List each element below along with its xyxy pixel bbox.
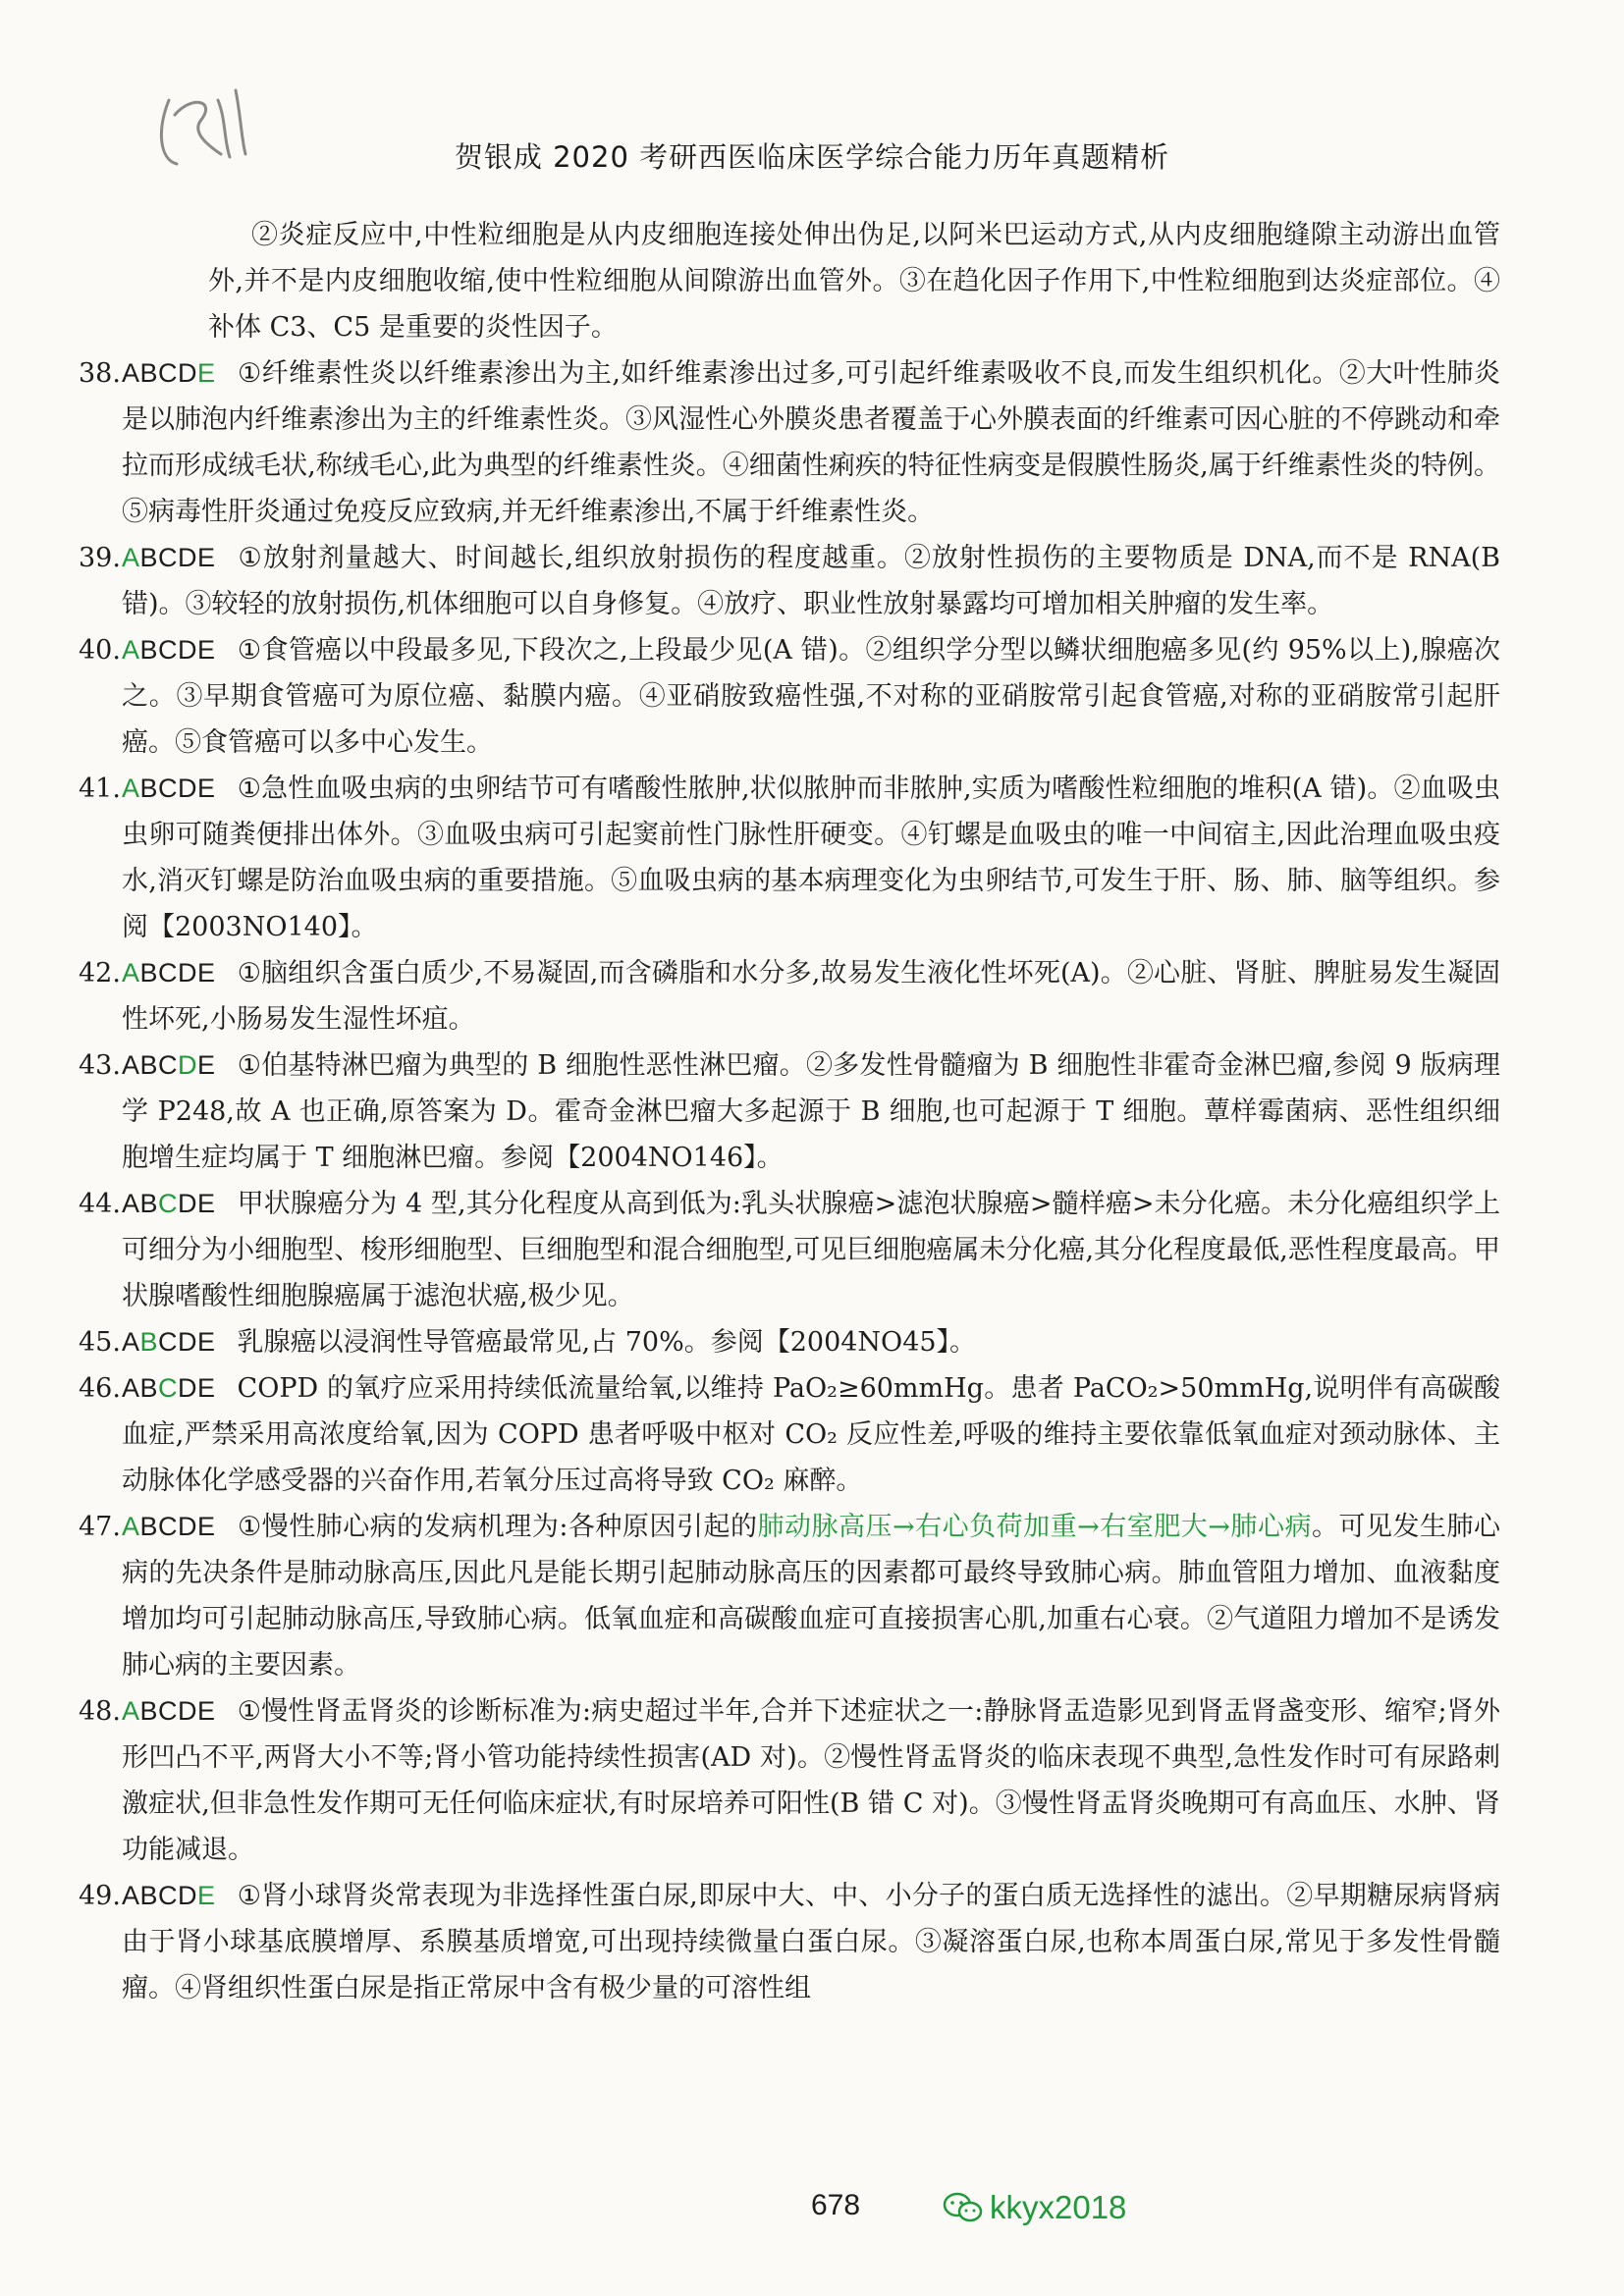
answer-letter: E xyxy=(197,958,216,988)
answer-item: 40. ABCDE ①食管癌以中段最多见,下段次之,上段最少见(A 错)。②组织学分型以鳞状细胞癌多见(约 95%以上),腺癌次之。③早期食管癌可为原位癌、黏膜内癌。④亚硝胺致癌性强,不对称的亚硝胺常引起食管癌,对称的亚硝胺常引起肝癌。⑤食管癌可以多中心发生。 xyxy=(122,627,1500,766)
answer-letter: B xyxy=(139,958,159,988)
answer-options xyxy=(122,358,216,388)
answer-letter: D xyxy=(178,635,198,665)
answer-item: 46. ABCDE COPD 的氧疗应采用持续低流量给氧,以维持 PaO₂≥60mmHg。患者 PaCO₂>50mmHg,说明伴有高碳酸血症,严禁采用高浓度给氧,因为 COPD 患者呼吸中枢对 CO₂ 反应性差,呼吸的维持主要依靠低氧血症对颈动脉体、主动脉体化学感受器的兴奋作用,若氧分压过高将导致 CO₂ 麻醉。 xyxy=(122,1365,1500,1504)
answer-item: 43. ABCDE ①伯基特淋巴瘤为典型的 B 细胞性恶性淋巴瘤。②多发性骨髓瘤为 B 细胞性非霍奇金淋巴瘤,参阅 9 版病理学 P248,故 A 也正确,原答案为 D。霍奇金淋巴瘤大多起源于 B 细胞,也可起源于 T 细胞。蕈样霉菌病、恶性组织细胞增生症均属于 T 细胞淋巴瘤。参阅【2004NO146】。 xyxy=(122,1042,1500,1181)
answer-explanation xyxy=(122,1365,1500,1504)
answer-explanation xyxy=(122,1042,1500,1181)
page-number: 678 xyxy=(811,2189,861,2221)
answer-letter: E xyxy=(197,1050,216,1080)
answer-letter: C xyxy=(158,1512,179,1541)
answer-options xyxy=(122,635,216,665)
answer-options xyxy=(122,1050,216,1080)
answer-item: 38. ABCDE ①纤维素性炎以纤维素渗出为主,如纤维素渗出过多,可引起纤维素吸收不良,而发生组织机化。②大叶性肺炎是以肺泡内纤维素渗出为主的纤维素性炎。③风湿性心外膜炎患者覆盖于心外膜表面的纤维素可因心脏的不停跳动和牵拉而形成绒毛状,称绒毛心,此为典型的纤维素性炎。④细菌性痢疾的特征性病变是假膜性肠炎,属于纤维素性炎的特例。⑤病毒性肝炎通过免疫反应致病,并无纤维素渗出,不属于纤维素性炎。 xyxy=(122,350,1500,535)
explanation-text: ①纤维素性炎以纤维素渗出为主,如纤维素渗出过多,可引起纤维素吸收不良,而发生组织机化。②大叶性肺炎是以肺泡内纤维素渗出为主的纤维素性炎。③风湿性心外膜炎患者覆盖于心外膜表面的纤维素可因心脏的不停跳动和牵拉而形成绒毛状,称绒毛心,此为典型的纤维素性炎。④细菌性痢疾的特征性病变是假膜性肠炎,属于纤维素性炎的特例。⑤病毒性肝炎通过免疫反应致病,并无纤维素渗出,不属于纤维素性炎。 xyxy=(122,358,1500,527)
explanation-text: ①急性血吸虫病的虫卵结节可有嗜酸性脓肿,状似脓肿而非脓肿,实质为嗜酸性粒细胞的堆积(A 错)。②血吸虫虫卵可随粪便排出体外。③血吸虫病可引起窦前性门脉性肝硬变。④钉螺是血吸虫的唯一中间宿主,因此治理血吸虫疫水,消灭钉螺是防治血吸虫病的重要措施。⑤血吸虫病的基本病理变化为虫卵结节,可发生于肝、肠、肺、脑等组织。参阅【2003NO140】。 xyxy=(122,774,1500,942)
explanation-text: ①食管癌以中段最多见,下段次之,上段最少见(A 错)。②组织学分型以鳞状细胞癌多见(约 95%以上),腺癌次之。③早期食管癌可为原位癌、黏膜内癌。④亚硝胺致癌性强,不对称的亚硝胺常引起食管癌,对称的亚硝胺常引起肝癌。⑤食管癌可以多中心发生。 xyxy=(122,635,1500,758)
answer-letter: A xyxy=(122,774,140,803)
explanation-text: 肺动脉高压→右心负荷加重→右室肥大→肺心病 xyxy=(757,1512,1312,1542)
answer-letter: B xyxy=(139,358,159,388)
page-header-title: 贺银成 2020 考研西医临床医学综合能力历年真题精析 xyxy=(454,140,1170,174)
explanation-text: ①慢性肾盂肾炎的诊断标准为:病史超过半年,合并下述症状之一:静脉肾盂造影见到肾盂肾盏变形、缩窄;肾外形凹凸不平,两肾大小不等;肾小管功能持续性损害(AD 对)。②慢性肾盂肾炎的临床表现不典型,急性发作时可有尿路刺激症状,但非急性发作期可无任何临床症状,有时尿培养可阳性(B 错 C 对)。③慢性肾盂肾炎晚期可有高血压、水肿、肾功能减退。 xyxy=(122,1696,1500,1865)
answer-letter: C xyxy=(158,1189,179,1218)
answer-letter: E xyxy=(197,1189,216,1218)
answer-letter: D xyxy=(178,958,198,988)
answer-explanation xyxy=(122,766,1500,950)
answer-letter: A xyxy=(122,1696,140,1726)
explanation-text: ①脑组织含蛋白质少,不易凝固,而含磷脂和水分多,故易发生液化性坏死(A)。②心脏、肾脏、脾脏易发生凝固性坏死,小肠易发生湿性坏疽。 xyxy=(122,958,1500,1035)
answer-item: 45. ABCDE 乳腺癌以浸润性导管癌最常见,占 70%。参阅【2004NO45】。 xyxy=(122,1319,1500,1365)
answer-list xyxy=(79,350,1500,2011)
explanation-text: COPD 的氧疗应采用持续低流量给氧,以维持 PaO₂≥60mmHg。患者 PaCO₂>50mmHg,说明伴有高碳酸血症,严禁采用高浓度给氧,因为 COPD 患者呼吸中枢对 CO₂ 反应性差,呼吸的维持主要依靠低氧血症对颈动脉体、主动脉体化学感受器的兴奋作用,若氧分压过高将导致 CO₂ 麻醉。 xyxy=(122,1373,1500,1496)
answer-options xyxy=(122,1327,216,1357)
answer-letter: C xyxy=(158,1327,179,1357)
answer-letter: A xyxy=(122,358,140,388)
answer-item: 41. ABCDE ①急性血吸虫病的虫卵结节可有嗜酸性脓肿,状似脓肿而非脓肿,实质为嗜酸性粒细胞的堆积(A 错)。②血吸虫虫卵可随粪便排出体外。③血吸虫病可引起窦前性门脉性肝硬变。④钉螺是血吸虫的唯一中间宿主,因此治理血吸虫疫水,消灭钉螺是防治血吸虫病的重要措施。⑤血吸虫病的基本病理变化为虫卵结节,可发生于肝、肠、肺、脑等组织。参阅【2003NO140】。 xyxy=(122,766,1500,950)
answer-explanation xyxy=(122,1688,1500,1873)
answer-letter: E xyxy=(197,1696,216,1726)
answer-letter: B xyxy=(139,1189,159,1218)
page-footer xyxy=(0,2189,1624,2238)
answer-item: 39. ABCDE ①放射剂量越大、时间越长,组织放射损伤的程度越重。②放射性损伤的主要物质是 DNA,而不是 RNA(B 错)。③较轻的放射损伤,机体细胞可以自身修复。④放疗、职业性放射暴露均可增加相关肿瘤的发生率。 xyxy=(122,535,1500,627)
answer-options xyxy=(122,958,216,988)
answer-item: 49. ABCDE ①肾小球肾炎常表现为非选择性蛋白尿,即尿中大、中、小分子的蛋白质无选择性的滤出。②早期糖尿病肾病由于肾小球基底膜增厚、系膜基质增宽,可出现持续微量白蛋白尿。③凝溶蛋白尿,也称本周蛋白尿,常见于多发性骨髓瘤。④肾组织性蛋白尿是指正常尿中含有极少量的可溶性组 xyxy=(122,1873,1500,2011)
answer-letter: E xyxy=(197,358,216,388)
answer-letter: E xyxy=(197,1512,216,1541)
answer-explanation xyxy=(122,535,1500,627)
answer-options xyxy=(122,1696,216,1726)
answer-letter: A xyxy=(122,1189,140,1218)
answer-letter: B xyxy=(139,635,159,665)
answer-letter: B xyxy=(139,1512,159,1541)
explanation-text: 甲状腺癌分为 4 型,其分化程度从高到低为:乳头状腺癌>滤泡状腺癌>髓样癌>未分化癌。未分化癌组织学上可细分为小细胞型、梭形细胞型、巨细胞型和混合细胞型,可见巨细胞癌属未分化癌,其分化程度最低,恶性程度最高。甲状腺嗜酸性细胞腺癌属于滤泡状癌,极少见。 xyxy=(122,1189,1500,1311)
answer-item: 47. ABCDE ①慢性肺心病的发病机理为:各种原因引起的肺动脉高压→右心负荷加重→右室肥大→肺心病。可见发生肺心病的先决条件是肺动脉高压,因此凡是能长期引起肺动脉高压的因素都可最终导致肺心病。肺血管阻力增加、血液黏度增加均可引起肺动脉高压,导致肺心病。低氧血症和高碳酸血症可直接损害心肌,加重右心衰。②气道阻力增加不是诱发肺心病的主要因素。 xyxy=(122,1504,1500,1688)
explanation-text: ①放射剂量越大、时间越长,组织放射损伤的程度越重。②放射性损伤的主要物质是 DNA,而不是 RNA(B 错)。③较轻的放射损伤,机体细胞可以自身修复。④放疗、职业性放射暴露均可增加相关肿瘤的发生率。 xyxy=(122,543,1500,619)
answer-explanation xyxy=(122,1873,1500,2011)
answer-letter: B xyxy=(139,543,159,572)
answer-letter: B xyxy=(139,1696,159,1726)
answer-letter: A xyxy=(122,1512,140,1541)
answer-letter: D xyxy=(178,1373,198,1403)
answer-letter: C xyxy=(158,1373,179,1403)
answer-letter: B xyxy=(139,1373,159,1403)
answer-letter: A xyxy=(122,1327,140,1357)
answer-letter: E xyxy=(197,635,216,665)
wechat-id: kkyx2018 xyxy=(990,2189,1127,2225)
answer-letter: D xyxy=(178,1050,198,1080)
answer-letter: A xyxy=(122,635,140,665)
explanation-text: ①慢性肺心病的发病机理为:各种原因引起的 xyxy=(237,1512,758,1542)
answer-options xyxy=(122,1512,216,1541)
explanation-text: ①肾小球肾炎常表现为非选择性蛋白尿,即尿中大、中、小分子的蛋白质无选择性的滤出。②早期糖尿病肾病由于肾小球基底膜增厚、系膜基质增宽,可出现持续微量白蛋白尿。③凝溶蛋白尿,也称本周蛋白尿,常见于多发性骨髓瘤。④肾组织性蛋白尿是指正常尿中含有极少量的可溶性组 xyxy=(122,1881,1500,2003)
answer-item: 44. ABCDE 甲状腺癌分为 4 型,其分化程度从高到低为:乳头状腺癌>滤泡状腺癌>髓样癌>未分化癌。未分化癌组织学上可细分为小细胞型、梭形细胞型、巨细胞型和混合细胞型,可见巨细胞癌属未分化癌,其分化程度最低,恶性程度最高。甲状腺嗜酸性细胞腺癌属于滤泡状癌,极少见。 xyxy=(122,1181,1500,1319)
answer-explanation xyxy=(122,950,1500,1042)
answer-explanation xyxy=(122,350,1500,535)
answer-options xyxy=(122,543,216,572)
answer-options xyxy=(122,1881,216,1910)
answer-letter: E xyxy=(197,1327,216,1357)
answer-letter: C xyxy=(158,1050,179,1080)
answer-letter: A xyxy=(122,543,140,572)
answer-letter: B xyxy=(139,1327,159,1357)
answer-item: 48. ABCDE ①慢性肾盂肾炎的诊断标准为:病史超过半年,合并下述症状之一:静脉肾盂造影见到肾盂肾盏变形、缩窄;肾外形凹凸不平,两肾大小不等;肾小管功能持续性损害(AD 对)。②慢性肾盂肾炎的临床表现不典型,急性发作时可有尿路刺激症状,但非急性发作期可无任何临床症状,有时尿培养可阳性(B 错 C 对)。③慢性肾盂肾炎晚期可有高血压、水肿、肾功能减退。 xyxy=(122,1688,1500,1873)
answer-letter: C xyxy=(158,1881,179,1910)
answer-letter: C xyxy=(158,358,179,388)
answer-letter: C xyxy=(158,543,179,572)
answer-letter: D xyxy=(178,1881,198,1910)
explanation-text: 。可见发生肺心病的先决条件是肺动脉高压,因此凡是能长期引起肺动脉高压的因素都可最终导致肺心病。肺血管阻力增加、血液黏度增加均可引起肺动脉高压,导致肺心病。低氧血症和高碳酸血症可直接损害心肌,加重右心衰。②气道阻力增加不是诱发肺心病的主要因素。 xyxy=(122,1512,1500,1681)
answer-letter: A xyxy=(122,1050,140,1080)
explanation-text: 乳腺癌以浸润性导管癌最常见,占 70%。参阅【2004NO45】。 xyxy=(237,1327,977,1358)
explanation-text: ①伯基特淋巴瘤为典型的 B 细胞性恶性淋巴瘤。②多发性骨髓瘤为 B 细胞性非霍奇金淋巴瘤,参阅 9 版病理学 P248,故 A 也正确,原答案为 D。霍奇金淋巴瘤大多起源于 B 细胞,也可起源于 T 细胞。蕈样霉菌病、恶性组织细胞增生症均属于 T 细胞淋巴瘤。参阅【2004NO146】。 xyxy=(122,1050,1500,1173)
answer-letter: D xyxy=(178,543,198,572)
answer-letter: B xyxy=(139,774,159,803)
answer-letter: E xyxy=(197,1881,216,1910)
answer-letter: D xyxy=(178,358,198,388)
answer-options xyxy=(122,774,216,803)
answer-letter: E xyxy=(197,774,216,803)
answer-explanation xyxy=(122,1319,1500,1365)
answer-letter: C xyxy=(158,1696,179,1726)
answer-letter: D xyxy=(178,1189,198,1218)
answer-letter: B xyxy=(139,1881,159,1910)
answer-letter: A xyxy=(122,958,140,988)
answer-letter: C xyxy=(158,774,179,803)
answer-letter: A xyxy=(122,1881,140,1910)
intro-paragraph: ②炎症反应中,中性粒细胞是从内皮细胞连接处伸出伪足,以阿米巴运动方式,从内皮细胞缝隙主动游出血管外,并不是内皮细胞收缩,使中性粒细胞从间隙游出血管外。③在趋化因子作用下,中性粒细胞到达炎症部位。④补体 C3、C5 是重要的炎性因子。 xyxy=(208,220,1500,343)
answer-options xyxy=(122,1373,216,1403)
answer-letter: C xyxy=(158,958,179,988)
answer-options xyxy=(122,1189,216,1218)
answer-letter: C xyxy=(158,635,179,665)
answer-letter: D xyxy=(178,1696,198,1726)
answer-explanation xyxy=(122,1504,1500,1688)
answer-content xyxy=(79,212,1500,2011)
answer-letter: D xyxy=(178,1512,198,1541)
answer-letter: B xyxy=(139,1050,159,1080)
wechat-watermark xyxy=(943,2189,1126,2226)
answer-explanation xyxy=(122,627,1500,766)
answer-item: 42. ABCDE ①脑组织含蛋白质少,不易凝固,而含磷脂和水分多,故易发生液化性坏死(A)。②心脏、肾脏、脾脏易发生凝固性坏死,小肠易发生湿性坏疽。 xyxy=(122,950,1500,1042)
wechat-icon xyxy=(943,2191,984,2224)
answer-letter: E xyxy=(197,1373,216,1403)
answer-explanation xyxy=(122,1181,1500,1319)
answer-letter: D xyxy=(178,774,198,803)
answer-letter: A xyxy=(122,1373,140,1403)
answer-letter: E xyxy=(197,543,216,572)
answer-letter: D xyxy=(178,1327,198,1357)
